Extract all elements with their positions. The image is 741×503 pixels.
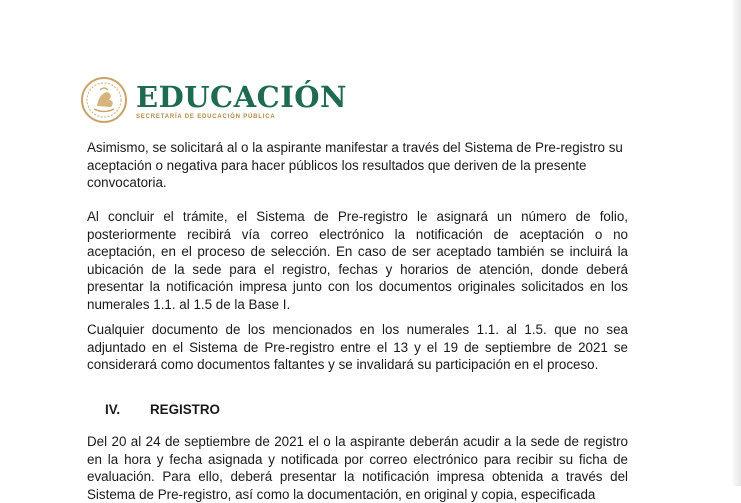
paragraph-consent: Asimismo, se solicitará al o la aspirante manifestar a través del Sistema de Pre-registro su aceptación o negativa para hacer públicos los resultados que deriven de la presente convocatoria.: [87, 140, 623, 190]
page-edge-shadow: [731, 0, 741, 486]
logo-title: EDUCACIÓN: [136, 79, 348, 114]
section-heading: [105, 402, 220, 417]
paragraph-registration: Del 20 al 24 de septiembre de 2021 el o la aspirante deberán acudir a la sede de registro en la hora y fecha asignada y notificada por correo electrónico para recibir su ficha de evaluación. Para ello, deberá presentar la notificación impresa obtenida a través del Sistema de Pre-registro, así como la documentación, en original y copia, especificada: [87, 434, 628, 502]
paragraph-folio: Al concluir el trámite, el Sistema de Pre-registro le asignará un número de folio, posteriormente recibirá vía correo electrónico la notificación de aceptación o no aceptación, en el proceso de selección. En caso de ser aceptado también se incluirá la ubicación de la sede para el registro, fechas y horarios de atención, donde deberá presentar la notificación impresa junto con los documentos originales solicitados en los numerales 1.1. al 1.5 de la Base I.: [87, 209, 628, 312]
paragraph-missing-documents: Cualquier documento de los mencionados en los numerales 1.1. al 1.5. que no sea adjuntado en el Sistema de Pre-registro entre el 13 y el 19 de septiembre de 2021 se considerará como documentos faltantes y se invalidará su participación en el proceso.: [87, 322, 628, 372]
national-seal-icon: [80, 76, 128, 124]
logo-subtitle: SECRETARÍA DE EDUCACIÓN PÚBLICA: [136, 113, 276, 120]
section-title: REGISTRO: [150, 402, 220, 417]
section-number: IV.: [105, 402, 121, 417]
letterhead: [80, 72, 347, 128]
